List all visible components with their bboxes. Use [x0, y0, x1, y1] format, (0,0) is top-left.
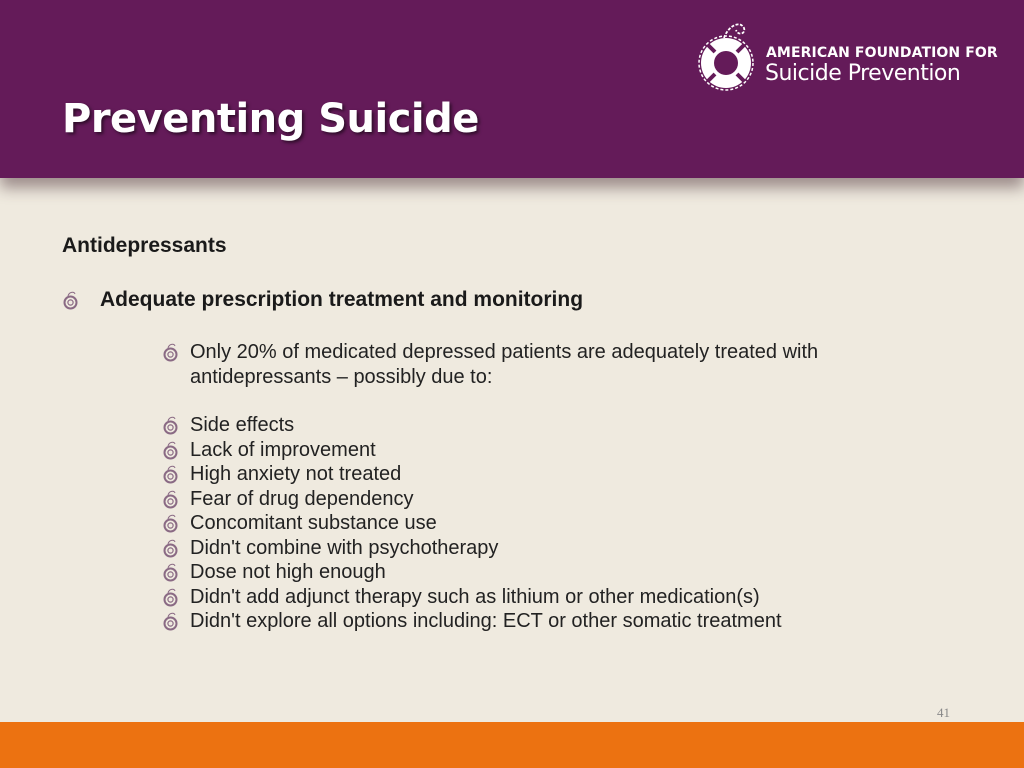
reason-text: Didn't explore all options including: ECT or other somatic treatment [190, 610, 782, 632]
bullet-ring-icon [62, 291, 79, 310]
section-heading: Antidepressants [62, 234, 227, 257]
bullet-ring-icon [162, 539, 179, 558]
bullet-ring-icon [162, 563, 179, 582]
page-number: 41 [937, 705, 950, 720]
reason-text: Fear of drug dependency [190, 487, 414, 510]
footer-bar [0, 722, 1024, 768]
bullet-ring-icon [162, 465, 179, 484]
logo-line-1: AMERICAN FOUNDATION FOR [766, 45, 998, 61]
reason-text: Lack of improvement [190, 438, 376, 461]
reason-text: Didn't combine with psychotherapy [190, 536, 499, 559]
reason-text: High anxiety not treated [190, 463, 402, 485]
bullet-ring-icon [162, 343, 179, 362]
life-ring-icon [694, 18, 758, 96]
bullet-ring-icon [162, 441, 179, 460]
title-banner [0, 0, 1024, 178]
slide-title: Preventing Suicide [62, 96, 479, 142]
level1-text: Adequate prescription treatment and monitoring [100, 288, 584, 311]
reason-text: Concomitant substance use [190, 512, 437, 534]
logo-line-2: Suicide Prevention [765, 61, 961, 86]
bullet-ring-icon [162, 490, 179, 509]
reason-text: Dose not high enough [190, 561, 386, 583]
bullet-ring-icon [162, 514, 179, 533]
bullet-ring-icon [162, 588, 179, 607]
afsp-logo [694, 18, 998, 96]
reason-text: Didn't add adjunct therapy such as lithium or other medication(s) [190, 585, 760, 608]
intro-text: Only 20% of medicated depressed patients are adequately treated with antidepressants – possibly due to: [190, 341, 819, 388]
bullet-ring-icon [162, 416, 179, 435]
bullet-ring-icon [162, 612, 179, 631]
reason-text: Side effects [190, 414, 295, 436]
